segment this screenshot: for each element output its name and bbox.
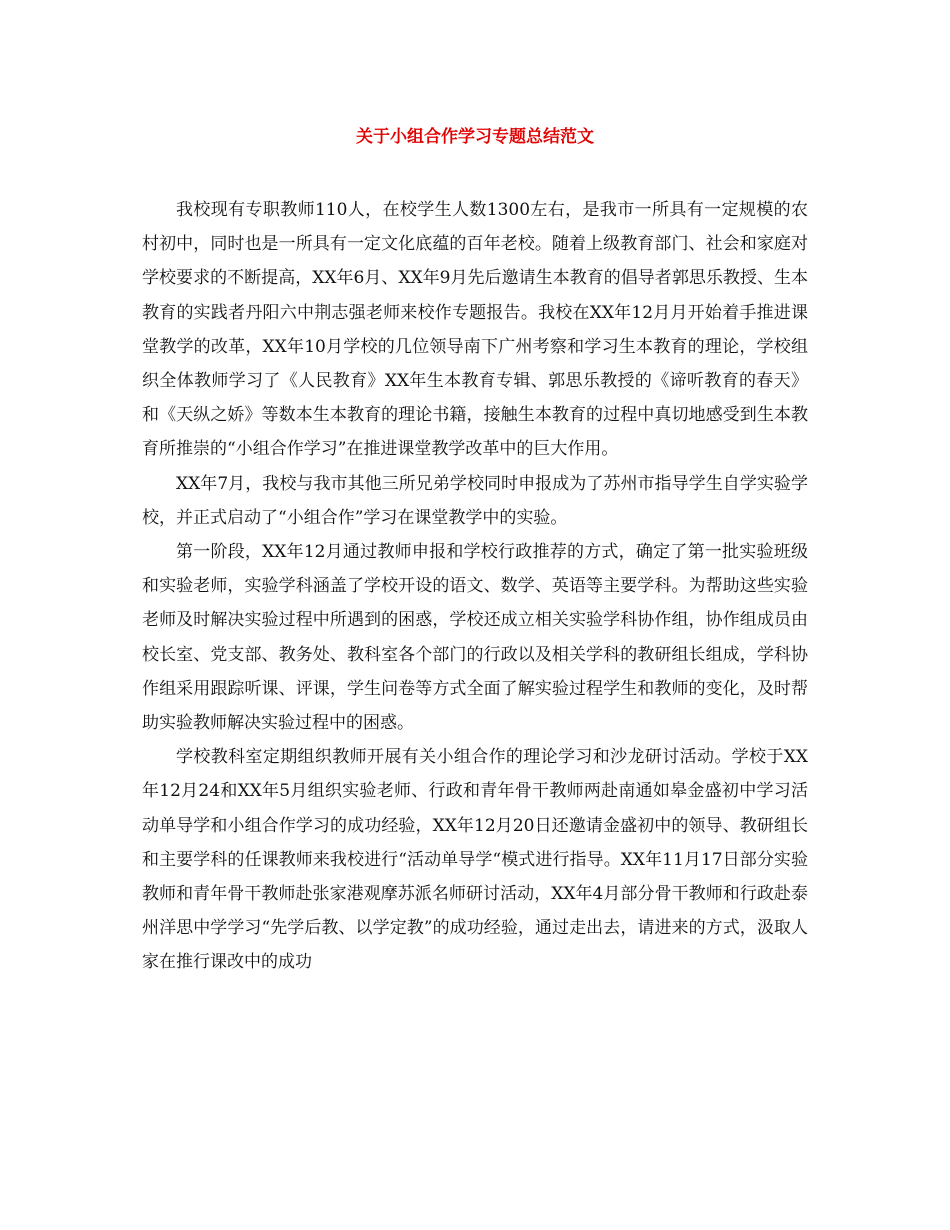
document-title: 关于小组合作学习专题总结范文: [356, 127, 594, 147]
document-body: [142, 193, 808, 980]
paragraph-3: 第一阶段，XX年12月通过教师申报和学校行政推荐的方式，确定了第一批实验班级和实验老师，实验学科涵盖了学校开设的语文、数学、英语等主要学科。为帮助这些实验老师及时解决实验过程中所遇到的困惑，学校还成立相关实验学科协作组，协作组成员由校长室、党支部、教务处、教科室各个部门的行政以及相关学科的教研组长组成，学科协作组采用跟踪听课、评课，学生问卷等方式全面了解实验过程学生和教师的变化，及时帮助实验教师解决实验过程中的困惑。: [142, 542, 808, 734]
paragraph-1: 我校现有专职教师110人，在校学生人数1300左右，是我市一所具有一定规模的农村初中，同时也是一所具有一定文化底蕴的百年老校。随着上级教育部门、社会和家庭对学校要求的不断提高，XX年6月、XX年9月先后邀请生本教育的倡导者郭思乐教授、生本教育的实践者丹阳六中荆志强老师来校作专题报告。我校在XX年12月月开始着手推进课堂教学的改革，XX年10月学校的几位领导南下广州考察和学习生本教育的理论，学校组织全体教师学习了《人民教育》XX年生本教育专辑、郭思乐教授的《谛听教育的春天》和《天纵之娇》等数本生本教育的理论书籍，接触生本教育的过程中真切地感受到生本教育所推崇的“小组合作学习”在推进课堂教学改革中的巨大作用。: [142, 200, 808, 460]
paragraph-2: XX年7月，我校与我市其他三所兄弟学校同时申报成为了苏州市指导学生自学实验学校，并正式启动了“小组合作”学习在课堂教学中的实验。: [142, 473, 808, 528]
paragraph-4: 学校教科室定期组织教师开展有关小组合作的理论学习和沙龙研讨活动。学校于XX年12月24和XX年5月组织实验老师、行政和青年骨干教师两赴南通如皋金盛初中学习活动单导学和小组合作学习的成功经验，XX年12月20日还邀请金盛初中的领导、教研组长和主要学科的任课教师来我校进行“活动单导学“模式进行指导。XX年11月17日部分实验教师和青年骨干教师赴张家港观摩苏派名师研讨活动，XX年4月部分骨干教师和行政赴泰州洋思中学学习“先学后教、以学定教”的成功经验，通过走出去，请进来的方式，汲取人家在推行课改中的成功: [142, 747, 808, 973]
